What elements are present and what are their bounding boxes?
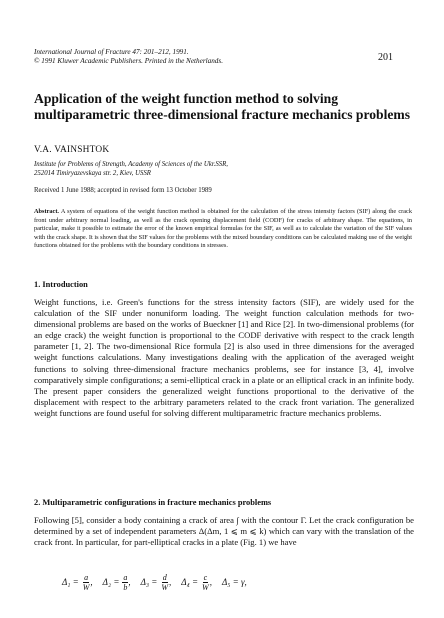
abstract [34, 208, 412, 251]
eq-term-1-num: a [84, 572, 89, 582]
eq-term-1-den: W [82, 582, 90, 592]
section-heading-multiparametric: 2. Multiparametric configurations in fracture mechanics problems [34, 498, 272, 507]
multiparametric-paragraph: Following [5], consider a body containing a crack of area ∫ with the contour Γ. Let the crack configuration be determined by a set of independent parameters Δ(Δm, 1 ⩽ m ⩽ k) which can vary with the translation of the crack front. In particular, for part-elliptical cracks in a plate (Fig. 1) we have [34, 515, 414, 548]
eq-term-4-num: c [203, 572, 208, 582]
affiliation-line-1: Institute for Problems of Strength, Academy of Sciences of the Ukr.SSR, [34, 161, 228, 168]
journal-copyright: © 1991 Kluwer Academic Publishers. Printed in the Netherlands. [34, 57, 223, 65]
affiliation [34, 160, 334, 178]
eq-term-3-num: d [162, 572, 167, 582]
eq-term-2-fraction [122, 573, 128, 592]
received-dates: Received 1 June 1988; accepted in revised form 13 October 1989 [34, 187, 212, 194]
eq-term-2-num: a [123, 572, 128, 582]
eq-term-3: Δ₃ = $\frac{d}{W}$ , [140, 572, 172, 592]
eq-term-1-lhs: Δ₁ = [62, 577, 79, 587]
author-name: V.A. VAINSHTOK [34, 145, 110, 155]
eq-term-1: Δ₁ = $\frac{a}{W}$ , [62, 572, 93, 592]
abstract-label: Abstract. [34, 208, 60, 215]
eq-term-4-lhs: Δ₄ = [181, 577, 199, 587]
introduction-paragraph: Weight functions, i.e. Green's functions for the stress intensity factors (SIF), are widely used for the calculation of the SIF under nonuniform loading. The weight function calculation methods for two-dimensional problems are based on the works of Bueckner [1] and Rice [2]. In two-dimensional problems (for an edge crack) the weight function is proportional to the CODF derivative with respect to the crack length parameter [1, 2]. The two-dimensional Rice formula [2] is also used in three dimensions for the averaged weight functions calculations. Many investigations dealing with the application of the averaged weight functions to solving three-dimensional fracture mechanics problems, see for instance [3, 4], involve comparatively simple configurations; a semi-elliptical crack in a plate or an elliptical crack in an infinite body. The present paper considers the generalized weight functions proportional to the derivative of the displacement with respect to the arbitrary parameters related to the crack front variation. The generalized weight functions are found useful for solving different multiparametric fracture mechanics problems. [34, 297, 414, 418]
eq-term-4-fraction [201, 573, 210, 592]
abstract-text: A system of equations of the weight function method is obtained for the calculation of the stress intensity factors (SIF) along the crack front under arbitrary normal loading, as well as the crack opening displacement field (CODF) for cracks of arbitrary shape. The equations, in particular, make it possible to estimate the error of the known empirical formulas for the SIF, as well as to calculate the variation of the SIF values with the crack shape. It is shown that the SIF values for the problems with the mixed boundary conditions can be calculated making use of the weight functions obtained for the problems with the boundary conditions in stresses. [34, 208, 412, 250]
eq-term-2: Δ₂ = $\frac{a}{b}$ , [102, 572, 131, 592]
eq-term-4-den: W [202, 582, 209, 592]
section-heading-introduction: 1. Introduction [34, 280, 88, 289]
parameter-equation [62, 570, 362, 594]
eq-term-1-fraction [82, 573, 91, 592]
affiliation-line-2: 252014 Timiryazevskaya str. 2, Kiev, USSR [34, 170, 151, 177]
eq-term-2-lhs: Δ₂ = [102, 577, 120, 587]
journal-citation: International Journal of Fracture 47: 201–212, 1991. [34, 48, 189, 56]
eq-term-2-den: b [123, 582, 128, 592]
page-number: 201 [378, 52, 393, 63]
paper-title: Application of the weight function method to solving multiparametric three-dimensional fracture mechanics problems [34, 91, 411, 122]
eq-term-4: Δ₄ = $\frac{c}{W}$ , [181, 572, 212, 592]
eq-term-3-lhs: Δ₃ = [140, 577, 158, 587]
eq-term-3-den: W [161, 582, 169, 592]
eq-term-3-fraction [160, 573, 169, 592]
eq-term-5: Δ₅ = γ, [221, 577, 247, 587]
journal-header [34, 48, 334, 66]
